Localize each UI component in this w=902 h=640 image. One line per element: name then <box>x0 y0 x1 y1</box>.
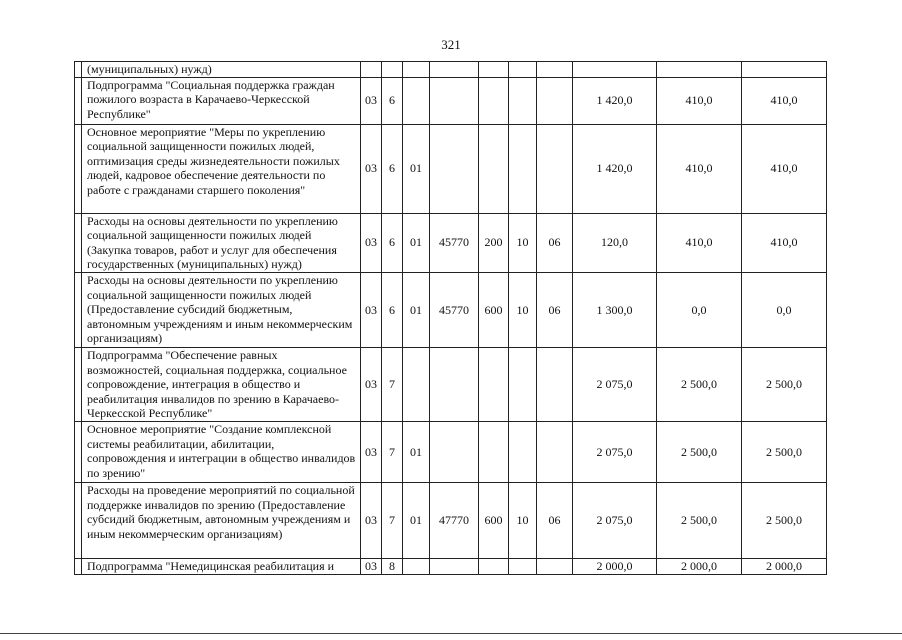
cell-value-2: 0,0 <box>657 272 742 347</box>
cell-code-2: 7 <box>382 482 403 558</box>
cell-code-6 <box>509 347 537 421</box>
cell-value-2: 2 500,0 <box>657 347 742 421</box>
table-row <box>75 347 827 421</box>
row-index-cell <box>75 124 82 213</box>
cell-code-1: 03 <box>361 124 382 213</box>
row-name: Подпрограмма "Немедицинская реабилитация и <box>82 558 361 574</box>
cell-code-6: 10 <box>509 213 537 272</box>
cell-value-3: 2 000,0 <box>742 558 827 574</box>
cell-value-1: 1 420,0 <box>573 77 657 124</box>
table-row <box>75 558 827 574</box>
cell-value-1: 2 075,0 <box>573 347 657 421</box>
cell-value-1: 1 420,0 <box>573 124 657 213</box>
cell-value-2: 410,0 <box>657 77 742 124</box>
cell-code-5 <box>479 77 509 124</box>
cell-value-2: 2 000,0 <box>657 558 742 574</box>
cell-code-6 <box>509 421 537 482</box>
row-name: Подпрограмма "Обеспечение равных возможностей, социальная поддержка, социальное сопровождение, интеграция в общество и реабилитация инвалидов по зрению в Карачаево-Черкесской Республике" <box>82 347 361 421</box>
cell-value-2: 410,0 <box>657 124 742 213</box>
cell-code-7 <box>537 558 573 574</box>
row-name: Расходы на основы деятельности по укреплению социальной защищенности пожилых людей (Предоставление субсидий бюджетным, автономным учреждениям и иным некоммерческим организациям) <box>82 272 361 347</box>
cell-code-2 <box>382 62 403 78</box>
cell-code-1: 03 <box>361 272 382 347</box>
cell-code-1 <box>361 62 382 78</box>
row-index-cell <box>75 213 82 272</box>
cell-value-1: 1 300,0 <box>573 272 657 347</box>
cell-value-1 <box>573 62 657 78</box>
cell-code-1: 03 <box>361 482 382 558</box>
cell-code-5 <box>479 62 509 78</box>
table-row <box>75 77 827 124</box>
cell-code-7: 06 <box>537 482 573 558</box>
cell-code-5: 600 <box>479 482 509 558</box>
table-row <box>75 421 827 482</box>
cell-code-4 <box>430 347 479 421</box>
cell-code-2: 6 <box>382 77 403 124</box>
cell-code-6 <box>509 77 537 124</box>
cell-code-4: 47770 <box>430 482 479 558</box>
cell-code-3: 01 <box>403 213 430 272</box>
row-name: Расходы на основы деятельности по укреплению социальной защищенности пожилых людей (Закупка товаров, работ и услуг для обеспечения государственных (муниципальных) нужд) <box>82 213 361 272</box>
cell-code-3 <box>403 558 430 574</box>
cell-code-4 <box>430 124 479 213</box>
table-row <box>75 272 827 347</box>
cell-value-3: 2 500,0 <box>742 482 827 558</box>
cell-code-2: 7 <box>382 347 403 421</box>
cell-code-2: 8 <box>382 558 403 574</box>
cell-code-5 <box>479 124 509 213</box>
cell-code-2: 6 <box>382 213 403 272</box>
cell-code-2: 6 <box>382 124 403 213</box>
cell-code-5 <box>479 347 509 421</box>
cell-code-6 <box>509 124 537 213</box>
cell-value-1: 2 075,0 <box>573 482 657 558</box>
row-index-cell <box>75 272 82 347</box>
cell-code-3: 01 <box>403 124 430 213</box>
cell-code-1: 03 <box>361 558 382 574</box>
cell-value-3: 410,0 <box>742 213 827 272</box>
cell-value-3: 2 500,0 <box>742 347 827 421</box>
row-name: (муниципальных) нужд) <box>82 62 361 78</box>
cell-value-2: 410,0 <box>657 213 742 272</box>
cell-value-2 <box>657 62 742 78</box>
cell-code-7: 06 <box>537 213 573 272</box>
cell-code-5: 200 <box>479 213 509 272</box>
cell-code-5: 600 <box>479 272 509 347</box>
scan-edge-line <box>0 633 902 634</box>
cell-value-1: 2 075,0 <box>573 421 657 482</box>
cell-code-7 <box>537 62 573 78</box>
cell-value-3: 410,0 <box>742 77 827 124</box>
cell-code-4: 45770 <box>430 213 479 272</box>
cell-code-1: 03 <box>361 421 382 482</box>
cell-code-3: 01 <box>403 421 430 482</box>
cell-code-6 <box>509 558 537 574</box>
row-index-cell <box>75 347 82 421</box>
cell-value-1: 2 000,0 <box>573 558 657 574</box>
page-number: 321 <box>441 37 461 52</box>
cell-code-6: 10 <box>509 482 537 558</box>
cell-value-3 <box>742 62 827 78</box>
cell-code-5 <box>479 421 509 482</box>
cell-value-1: 120,0 <box>573 213 657 272</box>
cell-value-3: 0,0 <box>742 272 827 347</box>
row-index-cell <box>75 482 82 558</box>
cell-code-1: 03 <box>361 347 382 421</box>
cell-code-3: 01 <box>403 272 430 347</box>
row-index-cell <box>75 77 82 124</box>
row-index-cell <box>75 62 82 78</box>
cell-value-2: 2 500,0 <box>657 482 742 558</box>
cell-value-3: 410,0 <box>742 124 827 213</box>
cell-code-7 <box>537 124 573 213</box>
cell-code-4 <box>430 62 479 78</box>
cell-code-7 <box>537 347 573 421</box>
row-index-cell <box>75 421 82 482</box>
cell-code-3: 01 <box>403 482 430 558</box>
table-row <box>75 213 827 272</box>
row-name: Расходы на проведение мероприятий по социальной поддержке инвалидов по зрению (Предоставление субсидий бюджетным, автономным учреждениям и иным некоммерческим организациям) <box>82 482 361 558</box>
cell-code-4: 45770 <box>430 272 479 347</box>
cell-code-6 <box>509 62 537 78</box>
cell-code-2: 7 <box>382 421 403 482</box>
row-name: Основное мероприятие "Меры по укреплению социальной защищенности пожилых людей, оптимизация среды жизнедеятельности пожилых людей, кадровое обеспечение деятельности по работе с гражданами старшего поколения" <box>82 124 361 213</box>
table-row <box>75 62 827 78</box>
cell-code-1: 03 <box>361 77 382 124</box>
budget-table <box>74 61 827 575</box>
cell-code-4 <box>430 558 479 574</box>
cell-code-2: 6 <box>382 272 403 347</box>
cell-value-2: 2 500,0 <box>657 421 742 482</box>
cell-code-5 <box>479 558 509 574</box>
cell-code-7 <box>537 77 573 124</box>
cell-code-3 <box>403 77 430 124</box>
cell-code-1: 03 <box>361 213 382 272</box>
cell-code-4 <box>430 77 479 124</box>
row-name: Основное мероприятие "Создание комплексной системы реабилитации, абилитации, сопровождения и интеграции в общество инвалидов по зрению" <box>82 421 361 482</box>
cell-code-3 <box>403 347 430 421</box>
table-row <box>75 124 827 213</box>
cell-value-3: 2 500,0 <box>742 421 827 482</box>
table-row <box>75 482 827 558</box>
row-index-cell <box>75 558 82 574</box>
cell-code-3 <box>403 62 430 78</box>
cell-code-4 <box>430 421 479 482</box>
cell-code-7 <box>537 421 573 482</box>
row-name: Подпрограмма "Социальная поддержка граждан пожилого возраста в Карачаево-Черкесской Республике" <box>82 77 361 124</box>
cell-code-6: 10 <box>509 272 537 347</box>
cell-code-7: 06 <box>537 272 573 347</box>
